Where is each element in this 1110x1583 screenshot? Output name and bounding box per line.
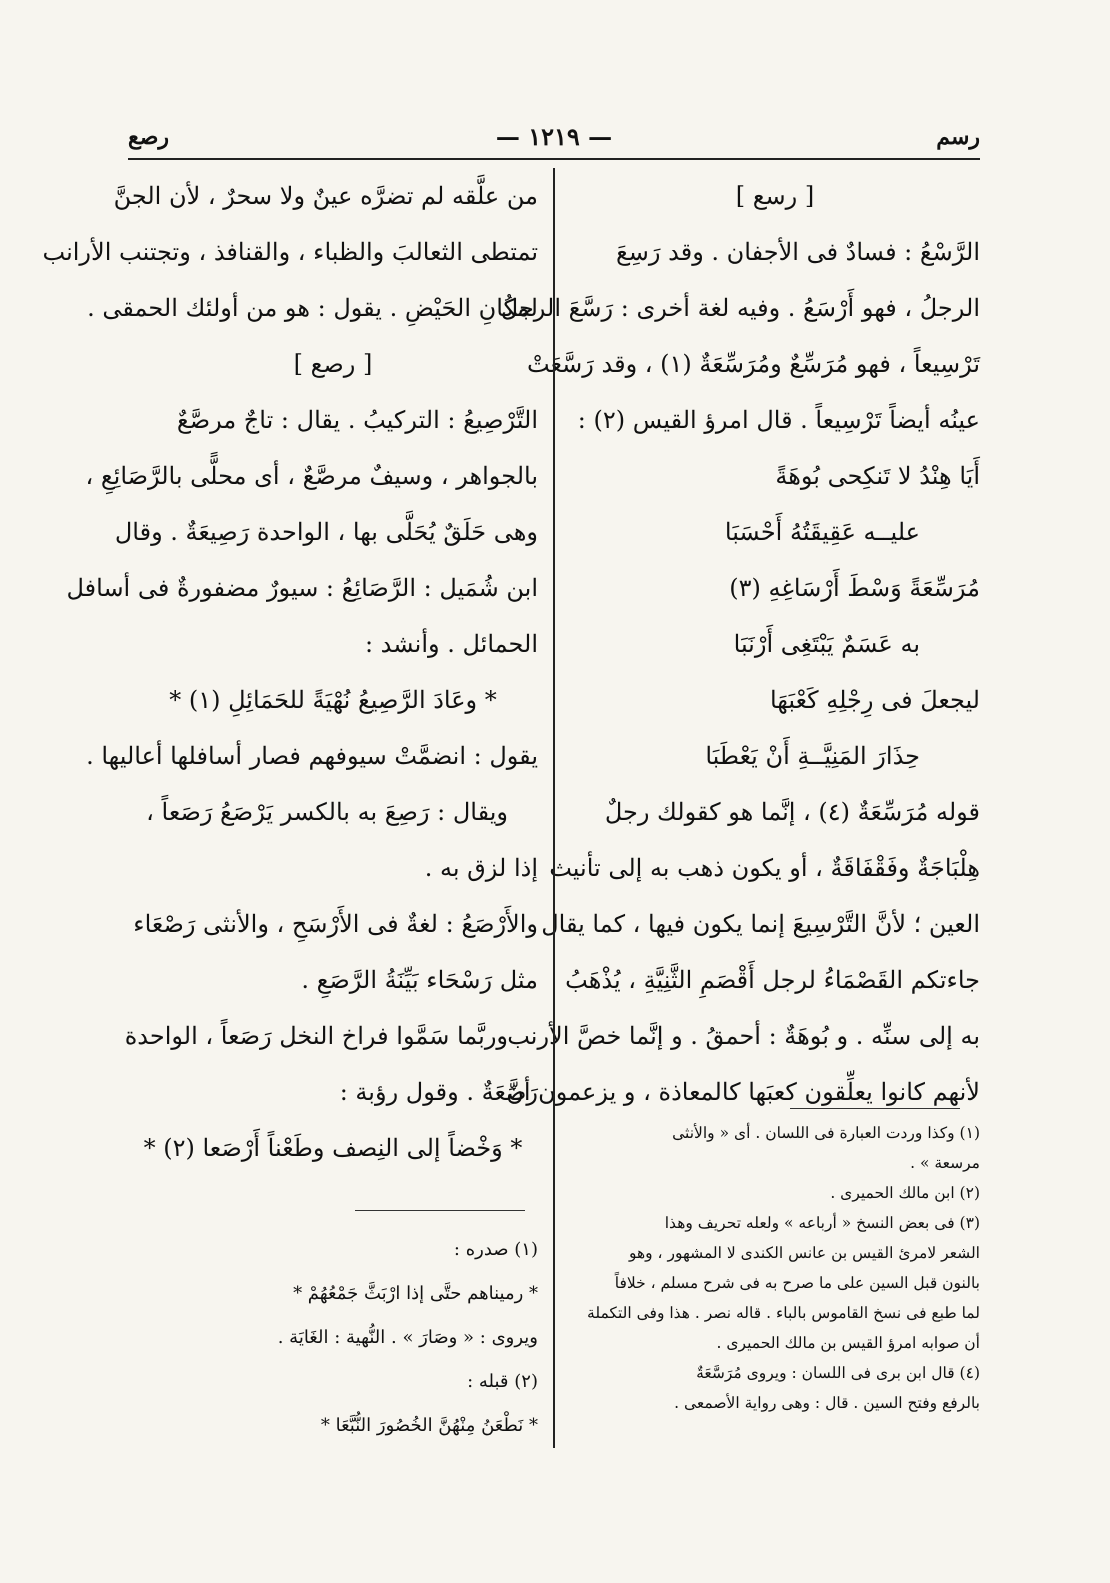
left-column-line: الحمائل . وأنشد : [364, 630, 538, 658]
left-column-line: لمكانِ الحَيْضِ . يقول : هو من أولئك الحمقى . [87, 294, 538, 322]
right-column-line: مُرَسِّعَةً وَسْطَ أَرْسَاغِهِ (٣) [729, 574, 980, 602]
footnote-right-line: (٣) فى بعض النسخ « أرباعه » ولعله تحريف وهذا [664, 1214, 980, 1232]
left-column-line: ابن شُمَيل : الرَّصَائِعُ : سيورٌ مضفورةٌ فى أسافل [66, 574, 538, 602]
left-column-line: [ رصع ] [293, 350, 373, 378]
right-column-line: به عَسَمٌ يَبْتَغِى أَرْنَبَا [733, 630, 920, 658]
right-column-line: عليــه عَقِيقَتُهُ أَحْسَبَا [724, 518, 920, 546]
header-entry-left: رصع [128, 124, 170, 150]
header-rule [128, 158, 980, 160]
running-header [128, 118, 980, 158]
footnote-right-line: (٤) قال ابن برى فى اللسان : ويروى مُرَسَّعَةٌ [696, 1364, 980, 1382]
left-column-line: * وعَادَ الرَّصِيعُ نُهْيَةً للحَمَائِلِ (١) * [169, 686, 497, 714]
left-column-line: وهى حَلَقٌ يُحَلَّى بها ، الواحدة رَصِيعَةٌ . وقال [114, 518, 538, 546]
right-column-line: عينُه أيضاً تَرْسِيعاً . قال امرؤ القيس (٢) : [577, 406, 980, 434]
footnote-left-line: ويروى : « وصَارَ » . النُّهية : الغَايَة . [277, 1327, 538, 1348]
right-column-line: قوله مُرَسِّعَةٌ (٤) ، إنَّما هو كقولك رجلٌ [604, 798, 980, 826]
left-column-line: من علَّقه لم تضرَّه عينٌ ولا سحرٌ ، لأن الجنَّ [113, 182, 538, 210]
right-column-line: [ رسع ] [735, 182, 815, 210]
header-entry-right: رسم [936, 124, 980, 150]
footnote-right-line: (١) وكذا وردت العبارة فى اللسان . أى « والأنثى [672, 1124, 980, 1142]
column-divider [553, 168, 555, 1448]
page-number: — ١٢١٩ — [495, 122, 613, 151]
footnotes-right [570, 1118, 980, 1418]
right-column-line: جاءتكم القَصْمَاءُ لرجل أَقْصَمِ الثَّنِيَّةِ ، يُذْهَبُ [565, 966, 980, 994]
right-column-line: به إلى سنِّه . و بُوهَةٌ : أحمقُ . و إنَّما خصَّ الأرنب [507, 1022, 980, 1050]
footnote-right-line: مرسعة » . [910, 1154, 980, 1172]
right-column-line: تَرْسِيعاً ، فهو مُرَسِّعٌ ومُرَسِّعَةٌ (١) ، وقد رَسَّعَتْ [527, 350, 980, 378]
footnote-right-line: بالرفع وفتح السين . قال : وهى رواية الأصمعى . [674, 1394, 980, 1412]
footnote-right-line: (٢) ابن مالك الحميرى . [830, 1184, 980, 1202]
left-column-line: والأَرْصَعُ : لغةٌ فى الأَرْسَحِ ، والأنثى رَصْعَاء [133, 910, 538, 938]
left-column-line: يقول : انضمَّتْ سيوفهم فصار أسافلها أعاليها . [86, 742, 538, 770]
left-column-line: ويقال : رَصِعَ به بالكسر يَرْصَعُ رَصَعاً ، [146, 798, 508, 826]
footnote-left-line: * نَطْعَنُ مِنْهُنَّ الخُصُورَ النُّبَّعَا * [320, 1415, 538, 1436]
left-column-line: * وَخْضاً إلى النِصف وطَعْناً أَرْصَعا (٢) * [143, 1134, 523, 1162]
footnote-right-line: لما طبع فى نسخ القاموس بالباء . قاله نصر . هذا وفى التكملة [587, 1304, 980, 1322]
right-column-line: الرَّسْعُ : فسادٌ فى الأجفان . وقد رَسِعَ [616, 238, 980, 266]
right-column-line: لأنهم كانوا يعلِّقون كعبَها كالمعاذة ، و يزعمون أنَّ [506, 1078, 980, 1106]
left-column-line: إذا لزق به . [424, 854, 538, 882]
footnote-left-line: * رميناهم حتَّى إذا ارْبَثَّ جَمْعُهُمْ * [293, 1283, 538, 1304]
footnote-left-line: (٢) قبله : [467, 1371, 538, 1392]
right-column-line: ليجعلَ فى رِجْلِهِ كَعْبَهَا [769, 686, 980, 714]
left-column-line: رَصَعَةٌ . وقول رؤبة : [339, 1078, 538, 1106]
footnote-rule-left [355, 1210, 525, 1211]
footnote-right-line: الشعر لامرئ القيس بن عانس الكندى لا المشهور ، وهو [628, 1244, 980, 1262]
right-column-line: هِلْبَاجَةٌ وفَقْفَاقَةٌ ، أو يكون ذهب به إلى تأنيث [549, 854, 980, 882]
footnotes-left [128, 1228, 538, 1448]
right-column-line: حِذَارَ المَنِيَّــةِ أَنْ يَعْطَبَا [705, 742, 920, 770]
left-column-line: وربَّما سَمَّوا فراخ النخل رَصَعاً ، الواحدة [124, 1022, 508, 1050]
left-column-line: تمتطى الثعالبَ والظباء ، والقنافذ ، وتجتنب الأرانب [42, 238, 538, 266]
footnote-left-line: (١) صدره : [453, 1239, 538, 1260]
right-column-line: العين ؛ لأنَّ التَّرْسِيعَ إنما يكون فيها ، كما يقال [541, 910, 980, 938]
footnote-right-line: أن صوابه امرؤ القيس بن مالك الحميرى . [716, 1334, 980, 1352]
left-column-line: مثل رَسْحَاء بَيِّنَةُ الرَّصَعِ . [301, 966, 538, 994]
footnote-right-line: بالنون قبل السين على ما صرح به فى شرح مسلم ، خلافاً [614, 1274, 980, 1292]
right-column [500, 168, 980, 1120]
right-column-line: أَيَا هِنْدُ لا تَنكِحى بُوهَةً [775, 462, 980, 490]
left-column-line: بالجواهر ، وسيفٌ مرصَّعٌ ، أى محلًّى بالرَّصَائِعِ ، [85, 462, 538, 490]
right-column-line: الرجلُ ، فهو أَرْسَعُ . وفيه لغة أخرى : رَسَّعَ الرجلُ [500, 294, 980, 322]
footnote-rule-right [790, 1108, 960, 1109]
left-column [42, 168, 538, 1176]
left-column-line: التَّرْصِيعُ : التركيبُ . يقال : تاجٌ مرصَّعٌ [176, 406, 538, 434]
